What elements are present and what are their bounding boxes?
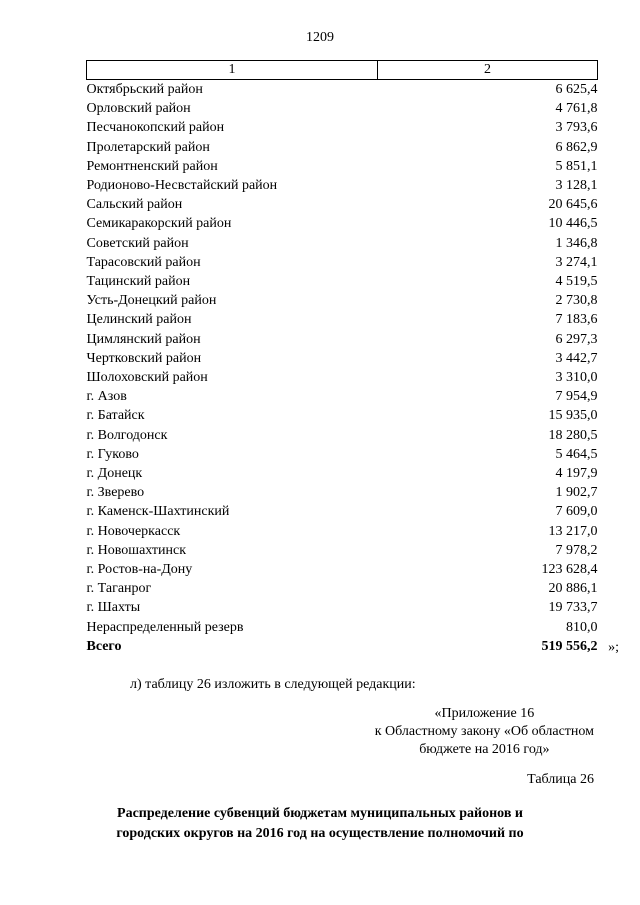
row-name: Ремонтненский район [86, 158, 218, 174]
row-name: г. Гуково [86, 446, 139, 462]
table-row [87, 598, 598, 617]
table-row [87, 618, 598, 637]
row-value: 3 128,1 [555, 178, 598, 194]
row-value: 5 464,5 [555, 446, 598, 462]
table-row [87, 502, 598, 521]
table-row [87, 253, 598, 272]
row-name: г. Волгодонск [86, 427, 168, 443]
appendix-note [375, 705, 594, 759]
row-value: 3 793,6 [555, 120, 598, 136]
row-name: Сальский район [86, 197, 183, 213]
row-value: 6 625,4 [555, 82, 598, 97]
row-value: 7 954,9 [555, 389, 598, 405]
table-row [87, 234, 598, 253]
row-name: Советский район [86, 235, 189, 251]
table-row [87, 195, 598, 214]
row-name: г. Донецк [86, 466, 143, 482]
instruction-paragraph: л) таблицу 26 изложить в следующей редакции: [130, 677, 416, 692]
table-row [87, 387, 598, 406]
table-row [87, 522, 598, 541]
row-value: 20 645,6 [548, 197, 598, 213]
total-row [87, 637, 598, 656]
table-body [87, 80, 598, 657]
section-heading [0, 804, 640, 844]
row-value: 3 310,0 [555, 370, 598, 386]
heading-line: городских округов на 2016 год на осуществление полномочий по [116, 826, 524, 841]
row-name: Цимлянский район [86, 331, 201, 347]
table-row [87, 330, 598, 349]
row-value: 1 902,7 [555, 485, 598, 501]
table-row [87, 426, 598, 445]
row-value: 3 274,1 [555, 254, 598, 270]
column-header-2: 2 [378, 61, 598, 80]
row-value: 7 978,2 [555, 542, 598, 558]
table-row [87, 541, 598, 560]
table-row [87, 445, 598, 464]
row-name: г. Новошахтинск [86, 542, 187, 558]
table-row [87, 138, 598, 157]
row-name: Тацинский район [86, 274, 191, 290]
row-value: 20 886,1 [548, 581, 598, 597]
table-row [87, 80, 598, 100]
total-label: Всего [86, 638, 122, 654]
table-row [87, 349, 598, 368]
row-name: г. Каменск-Шахтинский [86, 504, 230, 520]
table-row [87, 99, 598, 118]
row-value: 5 851,1 [555, 158, 598, 174]
row-name: Орловский район [86, 101, 191, 117]
row-value: 10 446,5 [548, 216, 598, 232]
row-value: 4 519,5 [555, 274, 598, 290]
row-name: Усть-Донецкий район [86, 293, 217, 309]
row-name: Октябрьский район [86, 82, 203, 97]
row-value: 18 280,5 [548, 427, 598, 443]
row-name: г. Новочеркасск [86, 523, 181, 539]
table-row [87, 464, 598, 483]
row-name: Родионово-Несвстайский район [86, 178, 278, 194]
row-name: г. Шахты [86, 600, 141, 616]
row-value: 19 733,7 [548, 600, 598, 616]
total-closing-quote: »; [608, 640, 619, 655]
row-name: Песчанокопский район [86, 120, 225, 136]
row-value: 13 217,0 [548, 523, 598, 539]
row-name: г. Зверево [86, 485, 145, 501]
table-row [87, 291, 598, 310]
table-row [87, 118, 598, 137]
heading-line: Распределение субвенций бюджетам муниципальных районов и [117, 806, 523, 821]
row-value: 810,0 [566, 619, 598, 635]
row-value: 6 862,9 [555, 139, 598, 155]
table-header-row [87, 61, 598, 80]
table-row [87, 483, 598, 502]
table-row [87, 176, 598, 195]
appendix-line: бюджете на 2016 год» [419, 742, 550, 757]
appendix-line: к Областному закону «Об областном [374, 724, 594, 739]
row-name: Целинский район [86, 312, 192, 328]
row-value: 1 346,8 [555, 235, 598, 251]
row-value: 7 609,0 [555, 504, 598, 520]
row-value: 4 197,9 [555, 466, 598, 482]
row-value: 15 935,0 [548, 408, 598, 424]
subvention-table [86, 60, 598, 656]
row-name: г. Ростов-на-Дону [86, 562, 193, 578]
row-name: г. Таганрог [86, 581, 152, 597]
row-name: Тарасовский район [86, 254, 201, 270]
table-row [87, 579, 598, 598]
row-name: г. Батайск [86, 408, 145, 424]
row-name: Семикаракорский район [86, 216, 232, 232]
row-name: Пролетарский район [86, 139, 210, 155]
table-row [87, 272, 598, 291]
row-name: г. Азов [86, 389, 127, 405]
table-row [87, 560, 598, 579]
table-row [87, 406, 598, 425]
column-header-1: 1 [87, 61, 378, 80]
table-row [87, 157, 598, 176]
row-value: 3 442,7 [555, 350, 598, 366]
row-value: 2 730,8 [555, 293, 598, 309]
row-value: 7 183,6 [555, 312, 598, 328]
appendix-line: «Приложение 16 [434, 706, 535, 721]
row-value: 123 628,4 [541, 562, 598, 578]
row-name: Шолоховский район [86, 370, 208, 386]
row-name: Нераспределенный резерв [86, 619, 244, 635]
row-value: 6 297,3 [555, 331, 598, 347]
table-row [87, 214, 598, 233]
table-row [87, 368, 598, 387]
row-value: 4 761,8 [555, 101, 598, 117]
table-label: Таблица 26 [527, 772, 594, 787]
total-value: 519 556,2 [541, 638, 598, 654]
page-number: 1209 [306, 30, 334, 45]
table-row [87, 310, 598, 329]
row-name: Чертковский район [86, 350, 202, 366]
